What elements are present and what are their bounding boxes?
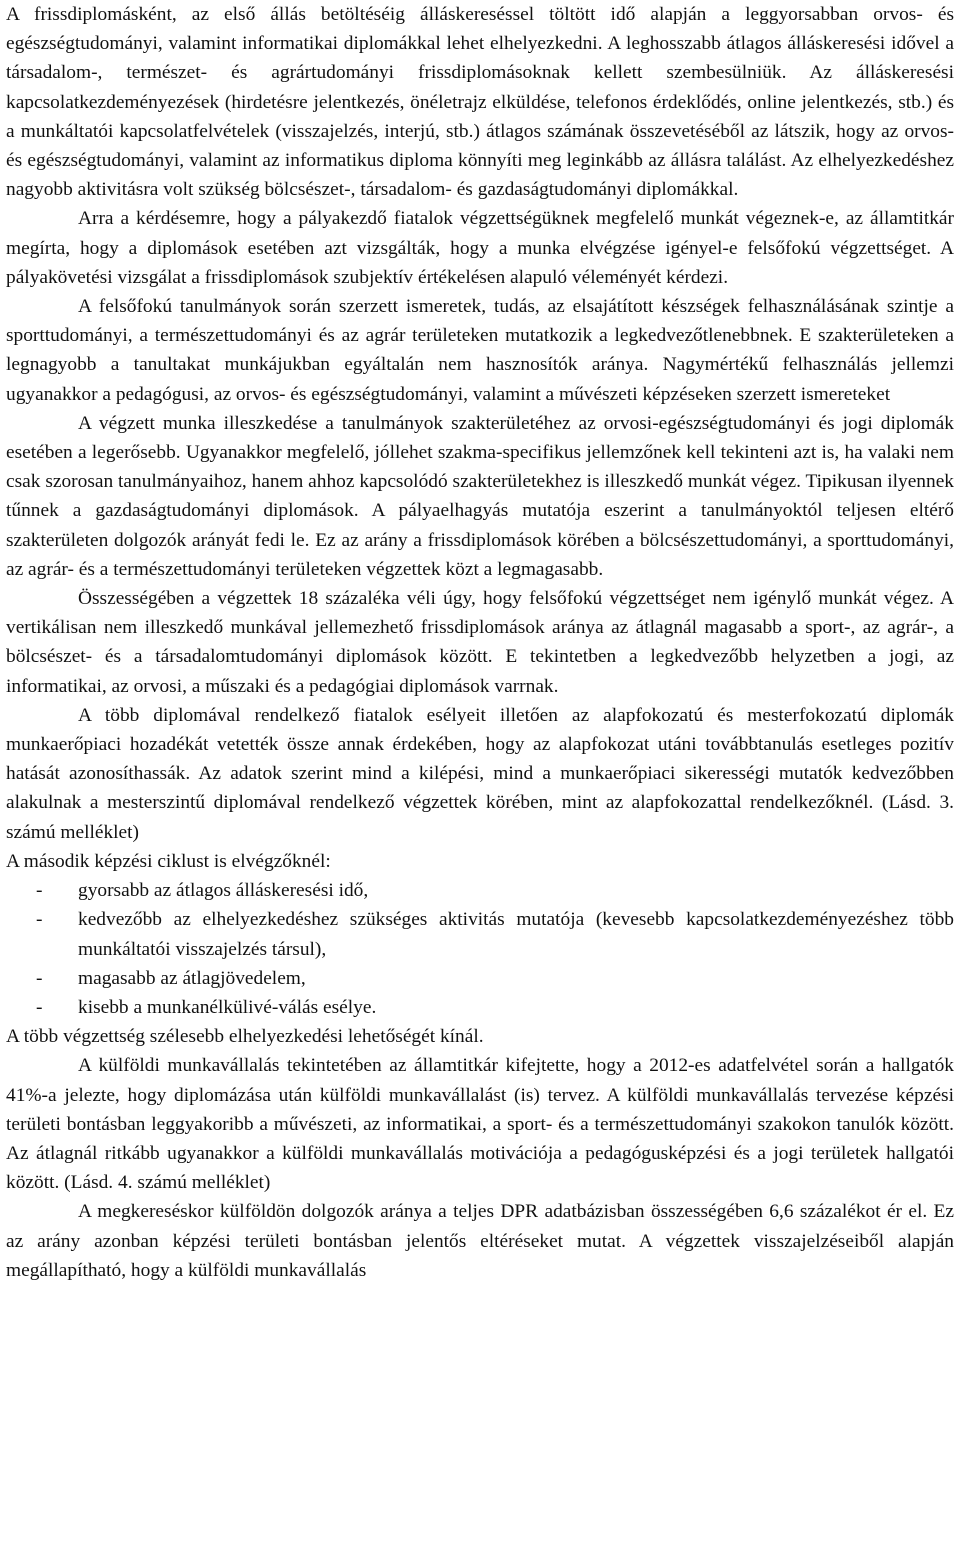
list-dash: - bbox=[36, 967, 43, 989]
list-dash: - bbox=[36, 996, 43, 1018]
list-dash: - bbox=[36, 909, 43, 931]
list-item-text: kisebb a munkanélkülivé-válás esélye. bbox=[78, 996, 377, 1018]
paragraph-overall-18-percent: Összességében a végzettek 18 százaléka véli úgy, hogy felsőfokú végzettséget nem igénylő munkát végez. A vertikálisan nem illeszkedő munkával jellemezhető frissdiplomások aránya az átlagnál magasabb a sport-, az agrár-, a bölcsészet- és a társadalomtudományi diplomások között. E tekintetben a legkedvezőbb helyzetben a jogi, az informatikai, az orvosi, a műszaki és a pedagógiai diplomások varrnak. bbox=[6, 588, 954, 697]
paragraph-dpr-abroad: A megkereséskor külföldön dolgozók aránya a teljes DPR adatbázisban összességében 6,6 százalékot ér el. Ez az arány azonban képzési területi bontásban jelentős eltéréseket mutat. A végzettek visszajelzéseiből alapján megállapítható, hogy a külföldi munkavállalás bbox=[6, 1201, 954, 1281]
second-cycle-benefits-list bbox=[6, 876, 954, 1022]
list-item bbox=[6, 876, 954, 905]
paragraph-multiple-degrees: A több diplomával rendelkező fiatalok esélyeit illetően az alapfokozatú és mesterfokozatú diplomák munkaerőpiaci hozadékát vetették össze annak érdekében, hogy az alapfokozat utáni továbbtanulás esetleges pozitív hatását azonosíthassák. Az adatok szerint mind a kilépési, mind a munkaerőpiaci sikerességi mutatók kedvezőbben alakulnak a mesterszintű diplomával rendelkező végzettek körében, mint az alapfokozattal rendelkezőknél. (Lásd. 3. számú melléklet) bbox=[6, 704, 954, 843]
list-item bbox=[6, 993, 954, 1022]
list-item-text: kedvezőbb az elhelyezkedéshez szükséges aktivitás mutatója (kevesebb kapcsolatkezdeményezéshez több munkáltatói visszajelzés társul), bbox=[78, 909, 954, 960]
list-item bbox=[6, 964, 954, 993]
paragraph-second-cycle-intro: A második képzési ciklust is elvégzőknél: bbox=[6, 850, 331, 872]
paragraph-job-search-time: A frissdiplomásként, az első állás betöltéséig álláskereséssel töltött idő alapján a leggyorsabban orvos- és egészségtudományi, valamint informatikai diplomákkal lehet elhelyezkedni. A leghosszabb átlagos álláskeresési idővel a társadalom-, természet- és agrártudományi frissdiplomásoknak kellett szembesülniük. Az álláskeresési kapcsolatkezdeményezések (hirdetésre jelentkezés, önéletrajz elküldése, telefonos érdeklődés, online jelentkezés, stb.) és a munkáltatói kapcsolatfelvételek (visszajelzés, interjú, stb.) átlagos számának összevetéséből az látszik, hogy az orvos- és egészségtudományi, valamint az informatikus diploma könnyíti meg leginkább az állásra találást. Az elhelyezkedéshez nagyobb aktivitásra volt szükség bölcsészet-, társadalom- és gazdaságtudományi diplomákkal. bbox=[6, 4, 954, 201]
paragraph-wider-opportunities: A több végzettség szélesebb elhelyezkedési lehetőségét kínál. bbox=[6, 1026, 484, 1048]
paragraph-matching-work: Arra a kérdésemre, hogy a pályakezdő fiatalok végzettségüknek megfelelő munkát végeznek-e, az államtitkár megírta, hogy a diplomások esetében azt vizsgálták, hogy a munka elvégzése igényel-e felsőfokú végzettséget. A pályakövetési vizsgálat a frissdiplomások szubjektív értékelésen alapuló véleményét kérdezi. bbox=[6, 208, 954, 288]
paragraph-field-fit: A végzett munka illeszkedése a tanulmányok szakterületéhez az orvosi-egészségtudományi és jogi diplomák esetében a legerősebb. Ugyanakkor megfelelő, jóllehet szakma-specifikus jellemzőnek kell tekinteni azt is, ha valaki nem csak szorosan tanulmányaihoz, hanem ahhoz kapcsolódó szakterületekhez is illeszkedő munkát végez. Tipikusan ilyennek tűnnek a gazdaságtudományi diplomások. A pályaelhagyás mutatója eszerint a tanulmányoktól teljesen eltérő szakterületen dolgozók arányát fedi le. Ez az arány a frissdiplomások körében a bölcsészettudományi, a sporttudományi, az agrár- és a természettudományi területeken végzettek közt a legmagasabb. bbox=[6, 412, 954, 580]
list-item-text: magasabb az átlagjövedelem, bbox=[78, 967, 306, 989]
list-item-text: gyorsabb az átlagos álláskeresési idő, bbox=[78, 880, 369, 902]
paragraph-knowledge-use: A felsőfokú tanulmányok során szerzett ismeretek, tudás, az elsajátított készségek felhasználásának szintje a sporttudományi, a természettudományi és az agrár területeken mutatkozik a legkedvezőtlenebbnek. E szakterületeken a legnagyobb a tanultakat munkájukban egyáltalán nem hasznosítók aránya. Nagymértékű felhasználás jellemzi ugyanakkor a pedagógusi, az orvos- és egészségtudományi, valamint a művészeti képzéseken szerzett ismereteket bbox=[6, 296, 954, 405]
list-dash: - bbox=[36, 880, 43, 902]
list-item bbox=[6, 905, 954, 963]
paragraph-foreign-work: A külföldi munkavállalás tekintetében az államtitkár kifejtette, hogy a 2012-es adatfelvétel során a hallgatók 41%-a jelezte, hogy diplomázása után külföldi munkavállalást (is) tervez. A külföldi munkavállalás tervezése képzési területi bontásban leggyakoribb a művészeti, az informatikai, a sport- és a természettudományi szakokon tanulók között. Az átlagnál ritkább ugyanakkor a külföldi munkavállalás motivációja a pedagógusképzési és a jogi területek hallgatói között. (Lásd. 4. számú melléklet) bbox=[6, 1055, 954, 1194]
